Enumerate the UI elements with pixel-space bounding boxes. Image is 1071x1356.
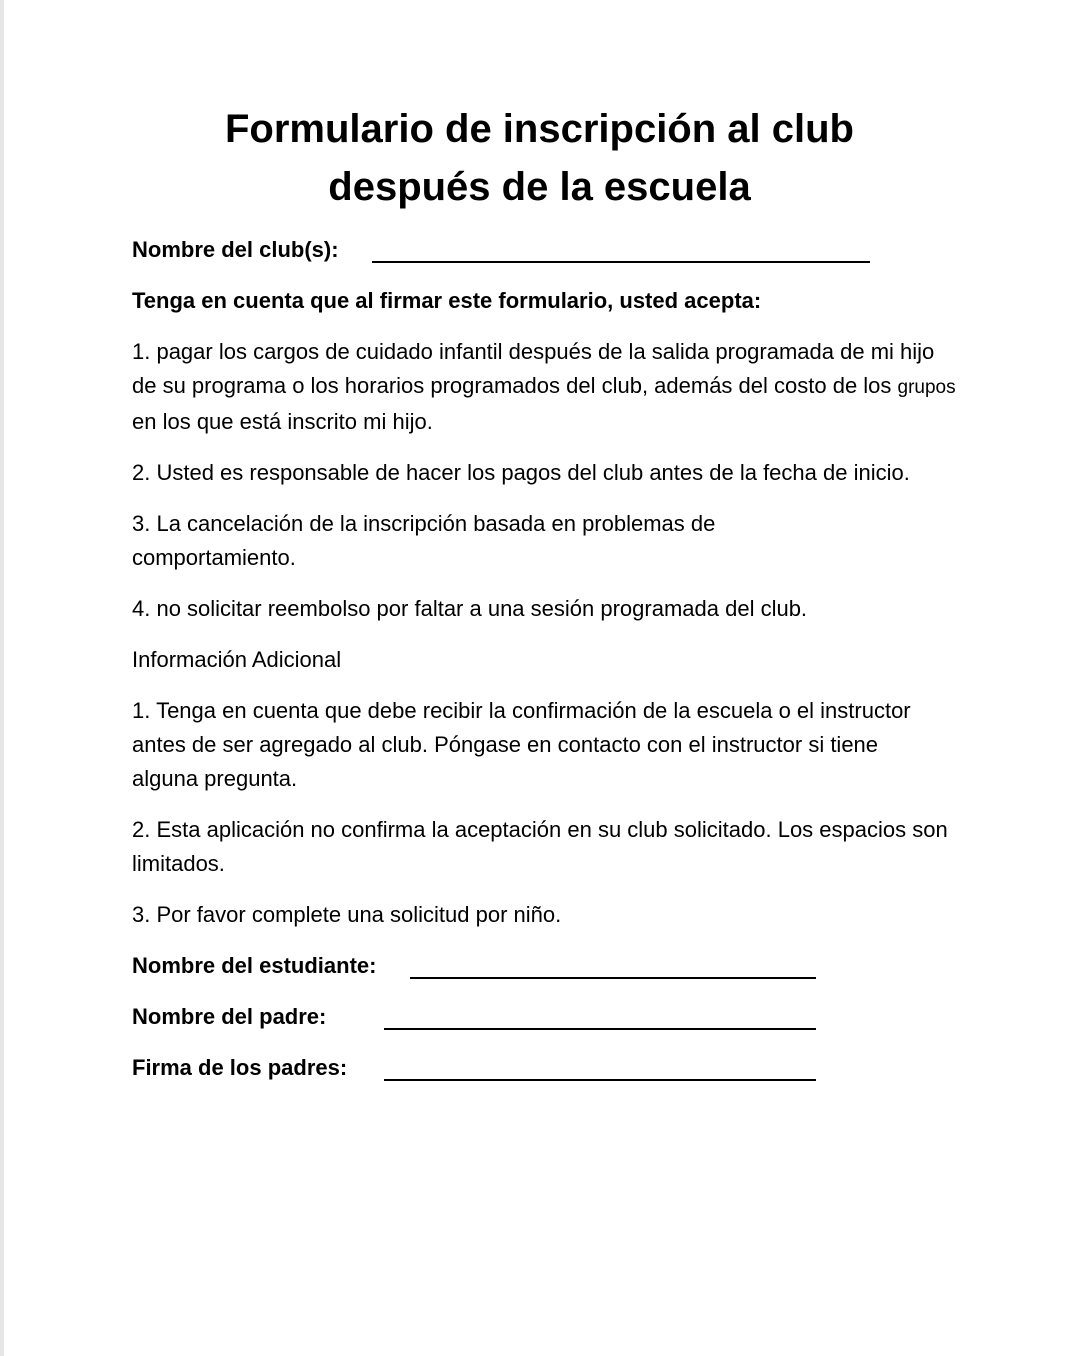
parent-signature-label: Firma de los padres: <box>132 1055 348 1080</box>
club-name-blank-line[interactable] <box>372 261 870 263</box>
student-name-label: Nombre del estudiante: <box>132 953 377 978</box>
page-title <box>4 100 1071 216</box>
agreement-item-1-text-b: en los que está inscrito mi hijo. <box>132 409 433 434</box>
parent-signature-field <box>132 1051 962 1085</box>
parent-name-field <box>132 1000 962 1034</box>
agreement-item-1-text-a: 1. pagar los cargos de cuidado infantil después de la salida programada de mi hijo de su programa o los horarios programados del club, además del costo de los <box>132 339 935 398</box>
student-name-blank-line[interactable] <box>410 977 816 979</box>
title-line-2: después de la escuela <box>328 165 751 209</box>
title-line-1: Formulario de inscripción al club <box>224 107 854 151</box>
student-name-field <box>132 949 962 983</box>
additional-item-2: 2. Esta aplicación no confirma la aceptación en su club solicitado. Los espacios son limitados. <box>132 817 948 876</box>
form-content <box>132 233 962 1102</box>
club-name-field <box>132 233 962 267</box>
agreement-item-1 <box>132 335 962 439</box>
agreement-item-4: 4. no solicitar reembolso por faltar a una sesión programada del club. <box>132 596 808 621</box>
agreement-item-3: 3. La cancelación de la inscripción basada en problemas de comportamiento. <box>132 511 716 570</box>
agreement-item-2: 2. Usted es responsable de hacer los pagos del club antes de la fecha de inicio. <box>132 460 910 485</box>
additional-info-heading: Información Adicional <box>132 647 342 672</box>
parent-name-blank-line[interactable] <box>384 1028 816 1030</box>
parent-signature-blank-line[interactable] <box>384 1079 816 1081</box>
agreement-heading: Tenga en cuenta que al firmar este formulario, usted acepta: <box>132 288 762 313</box>
additional-item-1: 1. Tenga en cuenta que debe recibir la confirmación de la escuela o el instructor antes de ser agregado al club. Póngase en contacto con el instructor si tiene alguna pregunta. <box>132 698 911 791</box>
club-name-label: Nombre del club(s): <box>132 237 339 262</box>
agreement-item-1-text-small: grupos <box>897 377 956 398</box>
parent-name-label: Nombre del padre: <box>132 1004 327 1029</box>
additional-item-3: 3. Por favor complete una solicitud por niño. <box>132 902 562 927</box>
